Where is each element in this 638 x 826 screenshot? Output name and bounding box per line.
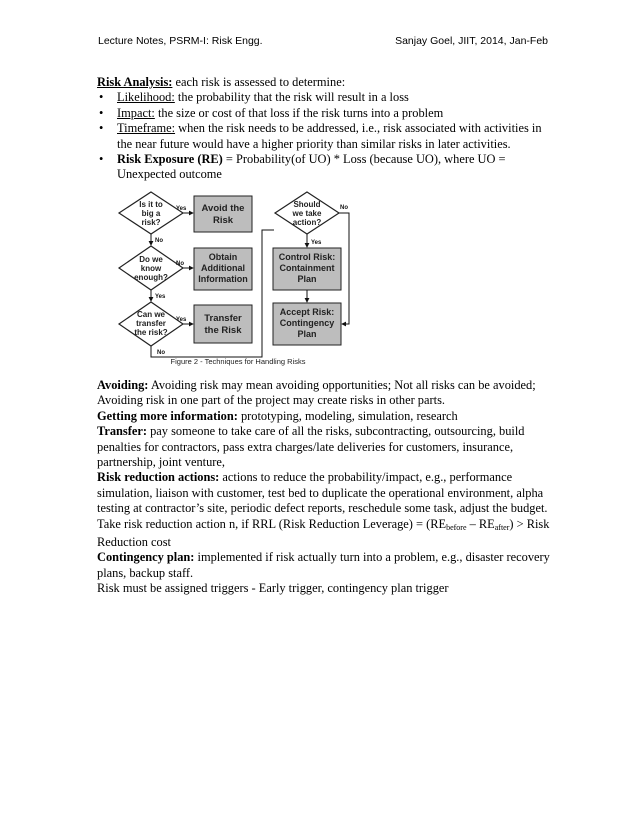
box-text: Plan <box>297 329 317 339</box>
label-more-info: Getting more information: <box>97 408 238 423</box>
rrl-text-b: ) > Risk Reduction cost <box>97 516 550 550</box>
diamond-text: Can we <box>136 310 166 319</box>
bullet-text: when the risk needs to be addressed, i.e., risk associated with activities in the near future would have a higher priority than similar risks in later activities. <box>117 121 542 151</box>
text-avoiding: Avoiding risk may mean avoiding opportunities; Not all risks can be avoided; Avoiding risk in one part of the project may create risks in other parts. <box>97 378 536 408</box>
box-avoid-risk <box>194 196 252 232</box>
rrl-mid: – RE <box>466 516 495 531</box>
bullet-term: Likelihood: <box>117 90 175 105</box>
label-transfer: Transfer: <box>97 424 148 439</box>
box-text: Containment <box>279 263 335 273</box>
paragraph-reduction <box>97 470 567 516</box>
yes-label: Yes <box>176 317 187 323</box>
svg-text:Can wetransferthe risk? <box>134 310 167 337</box>
rrl-sub-after: after <box>494 522 510 532</box>
bullet-term: Impact: <box>117 105 155 120</box>
diamond-text: Should <box>293 200 321 209</box>
text-more-info: prototyping, modeling, simulation, research <box>237 408 458 423</box>
bullet-term: Risk Exposure (RE) <box>117 152 223 167</box>
diamond-text: we take <box>292 209 322 218</box>
diamond-text: enough? <box>134 273 168 282</box>
box-text: Obtain <box>208 252 238 262</box>
risk-analysis-section <box>97 75 557 183</box>
label-contingency: Contingency plan: <box>97 550 195 565</box>
paragraph-transfer <box>97 424 567 470</box>
list-item <box>97 106 557 121</box>
svg-text:Transferthe Risk <box>204 313 242 336</box>
rrl-sub-before: before <box>446 522 467 532</box>
box-text: Risk <box>212 215 234 226</box>
bullet-text: = Probability(of UO) * Loss (because UO), where UO = Unexpected outcome <box>117 152 506 182</box>
bullet-text: the size or cost of that loss if the risk turns into a problem <box>154 105 444 120</box>
paragraph-rrl <box>97 517 567 551</box>
list-item <box>97 90 557 105</box>
diamond-text: Is it to <box>139 200 163 209</box>
no-label: No <box>155 238 163 244</box>
risk-handling-flowchart <box>112 190 364 366</box>
diamond-text: action? <box>292 218 322 227</box>
svg-text:Is it tobig arisk? <box>139 200 163 227</box>
text-contingency: implemented if risk actually turn into a problem, e.g., disaster recovery plans, backup staff. <box>97 550 550 580</box>
diamond-text: big a <box>141 209 161 218</box>
header-right: Sanjay Goel, JIIT, 2014, Jan-Feb <box>395 35 548 47</box>
diamond-text: know <box>140 264 162 273</box>
paragraph-more-info <box>97 409 567 424</box>
box-text: Information <box>198 274 248 284</box>
yes-label: Yes <box>176 206 187 212</box>
paragraph-triggers: Risk must be assigned triggers - Early trigger, contingency plan trigger <box>97 581 449 596</box>
paragraph-avoiding <box>97 378 567 409</box>
figure-caption: Figure 2 - Techniques for Handling Risks <box>170 357 306 366</box>
risk-analysis-line <box>97 75 557 90</box>
text-reduction: actions to reduce the probability/impact, e.g., performance simulation, liaison with customer, test bed to duplicate the operational environment, alpha testing at contractor’s site, periodic defect reports, reschedule some task, adjust the budget. <box>97 470 548 516</box>
risk-analysis-text: each risk is assessed to determine: <box>172 75 346 89</box>
yes-label: Yes <box>311 240 322 246</box>
box-text: Accept Risk: <box>279 307 335 317</box>
bullet-term: Timeframe: <box>117 121 176 136</box>
box-text: Additional <box>201 263 245 273</box>
box-transfer-risk <box>194 305 252 343</box>
diamond-text: transfer <box>136 319 166 328</box>
label-avoiding: Avoiding: <box>97 378 149 392</box>
label-reduction: Risk reduction actions: <box>97 470 220 485</box>
diamond-text: Do we <box>139 255 163 264</box>
header-left: Lecture Notes, PSRM-I: Risk Engg. <box>98 35 263 47</box>
list-item <box>97 152 557 183</box>
svg-text:Shouldwe takeaction? <box>292 200 322 227</box>
rrl-text-a: Take risk reduction action n, if RRL (Risk Reduction Leverage) = (RE <box>97 516 447 531</box>
diamond-text: risk? <box>141 218 161 227</box>
risk-factor-list <box>97 90 557 182</box>
risk-handling-strategies <box>97 378 567 597</box>
no-label: No <box>176 261 184 267</box>
paragraph-contingency <box>97 550 567 581</box>
box-text: Transfer <box>204 313 242 324</box>
no-label: No <box>340 205 348 211</box>
diamond-text: the risk? <box>134 328 168 337</box>
box-text: Avoid the <box>201 203 245 214</box>
bullet-text: the probability that the risk will result in a loss <box>174 90 409 105</box>
yes-label: Yes <box>155 294 166 300</box>
box-text: Contingency <box>279 318 335 328</box>
risk-analysis-heading: Risk Analysis: <box>97 75 173 89</box>
list-item <box>97 121 557 152</box>
box-text: Plan <box>297 274 317 284</box>
no-label: No <box>157 350 165 356</box>
text-transfer: pay someone to take care of all the risks, subcontracting, outsourcing, build penalties for contractors, pass extra charges/late deliveries for customers, insurance, partnership, joint venture, <box>97 424 525 470</box>
box-text: the Risk <box>204 325 242 336</box>
box-text: Control Risk: <box>278 252 336 262</box>
